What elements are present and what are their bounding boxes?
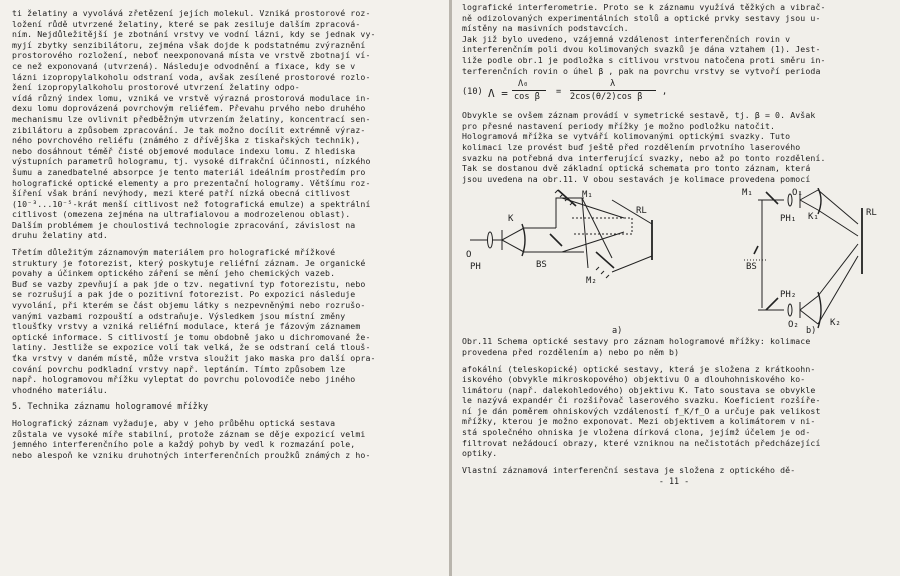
text-line: Dalším problémem je choulostivá technologie zpracování, závislost na [12, 219, 356, 230]
equation-end: , [662, 87, 668, 98]
text-line: ním. Nejdůležitější je zbotnání vrstvy ve vodní lázni, kdy se jednak vy- [12, 29, 376, 40]
text-line: Obr.11 Schema optické sestavy pro záznam hologramové mřížky: kolimace [462, 336, 811, 347]
text-line: Obvykle se ovšem záznam provádí v symetrické sestavě, tj. β = 0. Avšak [462, 110, 816, 121]
label-ph1-b: PH₁ [780, 214, 797, 225]
text-line: Buď se vazby zpevňují a pak jde o tzv. negativní typ fotorezistu, nebo [12, 278, 366, 289]
label-ph-a: PH [470, 262, 481, 273]
text-line: vanými vazbami rozpouští a odstraňuje. Výsledkem jsou místní změny [12, 310, 346, 321]
text-line: ce než exponovaná (utvrzená). Následuje odvodnění a fixace, kdy se v [12, 60, 356, 71]
text-line: jemného interferenčního pole a každý pohyb by vedl k rozmazání pole, [12, 439, 356, 450]
label-o1-b: O₁ [792, 188, 803, 199]
right-page [452, 0, 900, 576]
text-line: zůstala ve vysoké míře stabilní, protože záznam se děje expozicí velmi [12, 428, 366, 439]
text-line: afokální (teleskopické) optické sestavy, která je složena z krátkoohn- [462, 363, 816, 374]
label-k2-b: K₂ [830, 318, 841, 329]
text-line: Hologramová mřížka se vytváří kolimovanými optickými svazky. Tuto [462, 131, 791, 142]
label-m1-a: M₁ [582, 190, 593, 201]
right-top-text [462, 2, 886, 76]
text-line: jsou uvedena na obr.11. V obou sestavách je kolimace provedena pomocí [462, 173, 811, 184]
text-line: holografické optické elementy a pro prezentační hologramy. Většímu roz- [12, 177, 371, 188]
text-line: optiky. [462, 448, 498, 459]
text-line: místěny na masivních podstavcích. [462, 23, 629, 34]
text-line: výstupních parametrů hologramu, tj. vysoké difrakční účinnosti, nízkého [12, 156, 371, 167]
text-line: terferenčních rovin o úhel β , pak na povrchu vrstvy se vytvoří perioda [462, 65, 821, 76]
text-line: ťka vrstvy v daném místě, může vrstva sloužit jako maska pro další opra- [12, 353, 376, 363]
text-line: pro přesné nastavení periody mřížky je možno podložku natočit. [462, 120, 776, 131]
text-line: nebo alespoň ke vzniku druhotných interferenčních proužků známých z ho- [12, 449, 371, 460]
label-bs-b: BS [746, 262, 757, 273]
label-m1-b: M₁ [742, 188, 753, 199]
text-line: vídá různý index lomu, vzniká ve vrstvě výrazná prostorová modulace in- [12, 92, 371, 103]
fraction1-denominator: cos β [514, 92, 540, 103]
label-rl-a: RL [636, 206, 647, 217]
text-line: Třetím důležitým záznamovým materiálem pro holografické mřížkové [12, 247, 336, 258]
label-o2-b: O₂ [788, 320, 799, 331]
text-line: zibilátoru a způsobem zpracování. Je tak možno docílit extrémně výraz- [12, 124, 366, 135]
text-line: provedena před rozdělením a) nebo po něm b) [462, 346, 680, 357]
equation-10 [462, 79, 886, 105]
text-line: prostorového rozložení, neboť neexponovaná místa ve vrstvě zbotnají ví- [12, 50, 371, 61]
figure-11 [462, 188, 886, 336]
text-line: vhodného materiálu. [12, 384, 108, 395]
text-line: ti želatiny a vyvolává zřetězení jejích molekul. Vzniká prostorové roz- [12, 8, 371, 18]
text-line: vyvolání, při kterém se část objemu látky s nezpevněnými nebo rozrušo- [12, 300, 366, 311]
text-line: stá společného ohniska je vložena dírková clona, jejímž účelem je od- [462, 427, 811, 438]
text-line: žení izopropylalkoholu prostorové utvrzení želatiny odpo- [12, 82, 300, 93]
text-line: povahy a účinkem optického záření se mění jeho chemických vazeb. [12, 268, 336, 279]
text-line: lografické interferometrie. Proto se k záznamu využívá těžkých a vibrač- [462, 2, 826, 12]
label-k1-b: K₁ [808, 212, 819, 223]
right-mid-text [462, 110, 886, 184]
label-rl-b: RL [866, 208, 877, 219]
text-line: citlivost (omezena zejména na ultrafialovou a modrozelenou oblast). [12, 209, 351, 220]
text-line: lázni izopropylalkoholu odstraní voda, avšak zesílené prostorové rozlo- [12, 71, 371, 82]
label-ph2-b: PH₂ [780, 290, 797, 301]
text-line: latiny. Jestliže se expozice volí tak velká, že se odstraní celá tlouš- [12, 342, 371, 353]
right-bottom-text [462, 336, 886, 475]
section-heading: 5. Technika záznamu hologramové mřížky [12, 401, 209, 412]
text-line: limátoru (např. dalekohledového) objektivu K. Tato soustava se obvykle [462, 384, 816, 395]
text-line: šíření však brání nevýhody, mezi které patří nízká obecná citlivost [12, 188, 351, 199]
text-line: myjí zbytky senzibilátoru, zejména však dojde k podstatnému zvýraznění [12, 39, 366, 50]
text-line: druhu želatiny atd. [12, 230, 108, 241]
text-line: tloušťky vrstvy a vzniká reliéfní modulace, která je fázovým záznamem [12, 321, 361, 332]
equation-number: (10) [462, 87, 483, 98]
fraction2-denominator: 2cos(θ/2)cos β [570, 92, 643, 103]
text-line: optické informace. S citlivostí je tomu obdobně jako u dichromované že- [12, 331, 371, 342]
label-o-a: O [466, 250, 472, 261]
text-line: např. hologramovou mřížku vyleptat do povrchu polovodiče nebo jiného [12, 374, 356, 385]
text-line: ného povrchového reliéfu (známého z dřívějška z tiskařských technik), [12, 135, 361, 146]
equation-lhs: Λ = [488, 87, 508, 101]
text-line: svazku na potřebná dva interferující svazky, nebo až po tonto rozdělení. [462, 152, 826, 163]
text-line: le nazývá expandér či rozšiřovač laserového svazku. Koeficient rozšíře- [462, 395, 821, 406]
page-number: - 11 - [658, 476, 690, 487]
text-line: nebo dosáhnout téměř čisté objemové modulace indexu lomu. Z hlediska [12, 145, 356, 156]
text-line: kolimaci lze provést buď ještě před rozdělením prvotního laserového [462, 141, 801, 152]
text-line: Tak se dostanou dvě základní optická schemata pro tonto záznam, která [462, 163, 811, 174]
text-line: Jak již bylo uvedeno, vzájemná vzdálenost interferenčních rovin v [462, 33, 791, 44]
text-line: se rozrušují a pak jde o pozitivní fotorezist. Po expozici následuje [12, 289, 356, 300]
text-line: ně odizolovaných experimentálních stolů a optické prvky sestavy jsou u- [462, 12, 821, 23]
label-k-a: K [508, 214, 514, 225]
text-line: Holografický záznam vyžaduje, aby v jeho průběhu optická sestava [12, 417, 336, 428]
subfigure-a-label: a) [612, 326, 623, 337]
text-line: dexu lomu doprovázená povrchovým reliéfem. Převahu prvého nebo druhého [12, 103, 366, 114]
text-line: šumu a zanedbatelné absorpce je tento materiál ideálním prostředím pro [12, 166, 366, 177]
optical-schematic [462, 188, 886, 336]
text-line: ní je dán poměrem ohniskových vzdáleností f_K/f_O a určuje pak velikost [462, 405, 821, 416]
text-line: liže podle obr.1 je podložka s citlivou vrstvou natočena proti směru in- [462, 54, 826, 65]
text-line: filtrovat nežádoucí obrazy, které vzniknou na nečistotách předcházející [462, 437, 821, 448]
text-line: ložení růdě utvrzené želatiny, které se pak zesiluje dalším zpracová- [12, 18, 361, 29]
fraction1-numerator: Λ₀ [518, 79, 529, 90]
equation-equals: = [556, 87, 562, 98]
label-bs-a: BS [536, 260, 547, 271]
text-line: iskového (obvykle mikroskopového) objektivu O a dlouhohniskového ko- [462, 374, 806, 385]
fraction2-numerator: λ [610, 79, 616, 90]
text-line: interferenčním poli dvou kolimovaných svazků je dána vztahem (1). Jest- [462, 44, 821, 55]
subfigure-b-label: b) [806, 326, 817, 337]
text-line: Vlastní záznamová interferenční sestava je složena z optického dě- [462, 464, 796, 475]
text-line: cování povrchu podkladní vrstvy např. leptáním. Tímto způsobem lze [12, 363, 346, 374]
text-line: struktury je fotorezist, který poskytuje reliéfní záznam. Je organické [12, 257, 366, 268]
text-line: mřížky, kterou je možno exponovat. Mezi objektivem a kolimátorem v ni- [462, 416, 816, 427]
text-line: mechanismu lze ovlivnit předběžným utvrzením želatiny, koncentrací sen- [12, 113, 371, 124]
label-m2-a: M₂ [586, 276, 597, 287]
text-line: (10⁻³...10⁻⁵-krát menší citlivost než fotografická emulze) a spektrální [12, 198, 371, 209]
